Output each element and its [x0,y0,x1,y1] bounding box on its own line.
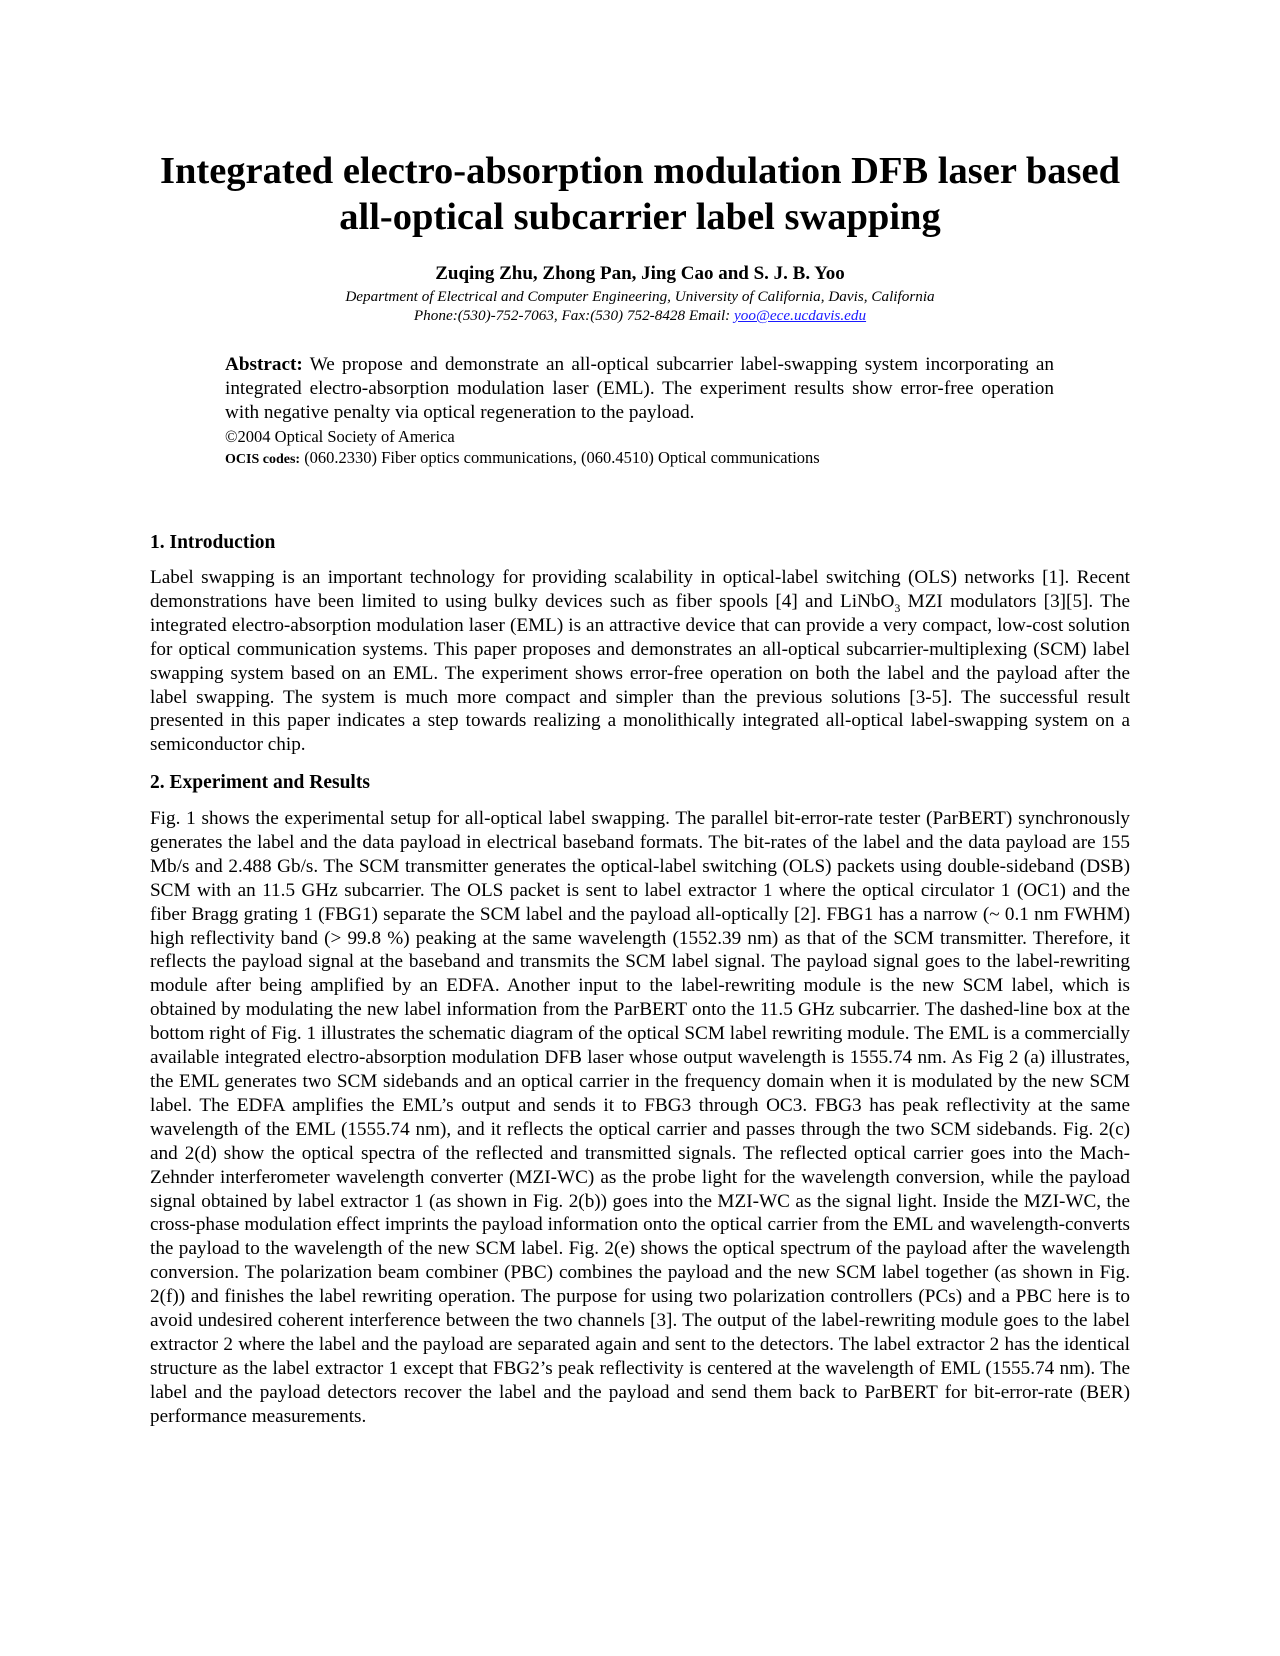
introduction-paragraph [150,566,1130,757]
abstract-label: Abstract: [225,354,303,375]
abstract-text: We propose and demonstrate an all-optical subcarrier label-swapping system incorporating an integrated electro-absorption modulation laser (EML). The experiment results show error-free operation with negative penalty via optical regeneration to the payload. [225,354,1054,423]
ocis-codes [225,447,1054,470]
affiliation-block [150,287,1130,325]
author-list: Zuqing Zhu, Zhong Pan, Jing Cao and S. J. B. Yoo [435,263,845,284]
contact-info: Phone:(530)-752-7063, Fax:(530) 752-8428 Email: [413,307,735,324]
subscript-3: 3 [894,600,901,615]
experiment-paragraph: Fig. 1 shows the experimental setup for all-optical label swapping. The parallel bit-error-rate tester (ParBERT) synchronously generates the label and the data payload in electrical baseband formats. The bit-rates of the label and the data payload are 155 Mb/s and 2.488 Gb/s. The SCM transmitter generates the optical-label switching (OLS) packets using double-sideband (DSB) SCM with an 11.5 GHz subcarrier. The OLS packet is sent to label extractor 1 where the optical circulator 1 (OC1) and the fiber Bragg grating 1 (FBG1) separate the SCM label and the payload all-optically [2]. FBG1 has a narrow (~ 0.1 nm FWHM) high reflectivity band (> 99.8 %) peaking at the same wavelength (1552.39 nm) as that of the SCM transmitter. Therefore, it reflects the payload signal at the baseband and transmits the SCM label signal. The payload signal goes to the label-rewriting module after being amplified by an EDFA. Another input to the label-rewriting module is the new SCM label, which is obtained by modulating the new label information from the ParBERT onto the 11.5 GHz subcarrier. The dashed-line box at the bottom right of Fig. 1 illustrates the schematic diagram of the optical SCM label rewriting module. The EML is a commercially available integrated electro-absorption modulation DFB laser whose output wavelength is 1555.74 nm. As Fig 2 (a) illustrates, the EML generates two SCM sidebands and an optical carrier in the frequency domain when it is modulated by the new SCM label. The EDFA amplifies the EML’s output and sends it to FBG3 through OC3. FBG3 has peak reflectivity at the same wavelength of the EML (1555.74 nm), and it reflects the optical carrier and passes through the two SCM sidebands. Fig. 2(c) and 2(d) show the optical spectra of the reflected and transmitted signals. The reflected optical carrier goes into the Mach-Zehnder interferometer wavelength converter (MZI-WC) as the probe light for the wavelength conversion, while the payload signal obtained by label extractor 1 (as shown in Fig. 2(b)) goes into the MZI-WC as the signal light. Inside the MZI-WC, the cross-phase modulation effect imprints the payload information onto the optical carrier from the EML and wavelength-converts the payload to the wavelength of the new SCM label. Fig. 2(e) shows the optical spectrum of the payload after the wavelength conversion. The polarization beam combiner (PBC) combines the payload and the new SCM label together (as shown in Fig. 2(f)) and finishes the label rewriting operation. The purpose for using two polarization controllers (PCs) and a PBC here is to avoid undesired coherent interference between the two channels [3]. The output of the label-rewriting module goes to the label extractor 2 where the label and the payload are separated again and sent to the detectors. The label extractor 2 has the identical structure as the label extractor 1 except that FBG2’s peak reflectivity is centered at the wavelength of EML (1555.74 nm). The label and the payload detectors recover the label and the payload and send them back to ParBERT for bit-error-rate (BER) performance measurements. [150,808,1130,1427]
ocis-text: (060.2330) Fiber optics communications, (060.4510) Optical communications [300,448,820,467]
section-heading-experiment: 2. Experiment and Results [150,772,370,793]
intro-text-part-1: Label swapping is an important technology for providing scalability in optical-label switching (OLS) networks [1]. Recent demonstrations have been limited to using bulky devices such as fiber spools [4] and LiNbO [150,567,1130,612]
paper-title: Integrated electro-absorption modulation DFB laser based all-optical subcarrier label swapping [160,150,1120,238]
copyright-notice: ©2004 Optical Society of America [225,427,455,446]
affiliation: Department of Electrical and Computer Engineering, University of California, Davis, California [345,288,935,305]
section-heading-introduction: 1. Introduction [150,532,276,553]
contact-line [150,306,1130,325]
abstract-block [225,353,1054,470]
email-link[interactable]: yoo@ece.ucdavis.edu [734,307,867,324]
intro-text-part-2: MZI modulators [3][5]. The integrated electro-absorption modulation laser (EML) is an attractive device that can provide a very compact, low-cost solution for optical communication systems. This paper proposes and demonstrates an all-optical subcarrier-multiplexing (SCM) label swapping system based on an EML. The experiment shows error-free operation on both the label and the payload after the label swapping. The system is much more compact and simpler than the previous solutions [3-5]. The successful result presented in this paper indicates a step towards realizing a monolithically integrated all-optical label-swapping system on a semiconductor chip. [150,590,1130,756]
abstract-paragraph [225,353,1054,425]
ocis-label: OCIS codes: [225,452,301,467]
